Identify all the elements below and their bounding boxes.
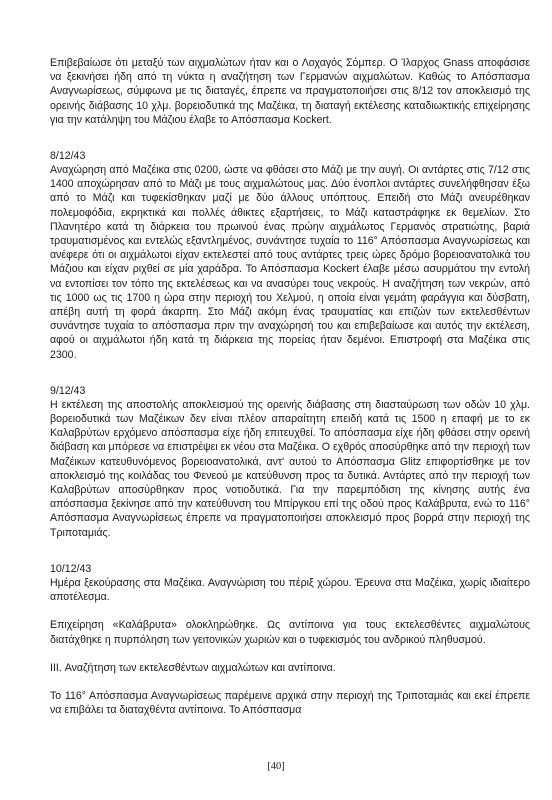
paragraph-9-12-43: Η εκτέλεση της αποστολής αποκλεισμού της ορεινής διάβασης στη διασταύρωση των οδών 10 χλμ. βορειοδυτικά των Μαζέικων δεν είναι πλέον απαραίτητη επειδή κατά τις 1500 η επαφή με το εκ Καλαβρύτων ερχόμενο απόσπασμα είχε ήδη επιτευχθεί. Το απόσπασμα είχε ήδη φθάσει στην ορεινή διάβαση και μπόρεσε να επιστρέψει εκ νέου στα Μαζέικα. Ο εχθρός αποσύρθηκε από την περιοχή των Μαζέικων κατευθυνόμενος βορειοανατολικά, αντ' αυτού το Απόσπασμα Glitz επιφορτίσθηκε με τον αποκλεισμό της κοιλάδας του Φενεού με κατεύθυνση προς τα δυτικά. Αντάρτες από την περιοχή των Καλαβρύτων αποσύρθηκαν προς νοτιοδυτικά. Για την παρεμπόδιση της κίνησης αυτής ένα απόσπασμα ξεκίνησε από την κατεύθυνση του Μπίργκου επί της οδού προς Καλάβρυτα, ενώ το 116° Απόσπασμα Αναγνωρίσεως έπρεπε να πραγματοποιήσει αποκλεισμό προς βορρά στην περιοχή της Τριποταμιάς. <box>50 398 530 539</box>
paragraph-8-12-43: Αναχώρηση από Μαζέικα στις 0200, ώστε να φθάσει στο Μάζι με την αυγή. Οι αντάρτες στις 7/12 στις 1400 αποχώρησαν από το Μάζι με τους αιχμαλώτους μας. Δύο ένοπλοι αντάρτες συνελήφθησαν έξω από το Μάζι και τυφεκίσθηκαν μαζί με δύο άλλους υπόπτους. Επειδή στο Μάζι ανευρέθηκαν πολεμοφόδια, εκρηκτικά και πολλές άθικτες εξαρτήσεις, το Μάζι καταστράφηκε εκ θεμελίων. Στο Πλανητέρο κατά τη διάρκεια του πρωινού ένας πρώην αιχμάλωτος Γερμανός στρατιώτης, βαριά τραυματισμένος και εντελώς εξαντλημένος, συνάντησε τυχαία το 116° Απόσπασμα Αναγνωρίσεως και ανέφερε ότι οι αιχμάλωτοι είχαν εκτελεστεί από τους αντάρτες τρεις ώρες δρόμο βορειοανατολικά του Μάζιου και είχαν ριχθεί σε μία χαράδρα. Το Απόσπασμα Kockert έλαβε μέσω ασυρμάτου την εντολή να εντοπίσει τον τόπο της εκτελέσεως και να ανασύρει τους νεκρούς. Η αναζήτηση των νεκρών, από τις 1000 ως τις 1700 η ώρα στην περιοχή του Χελμού, η οποία είναι γεμάτη φαράγγια και δύσβατη, απέβη αυτή τη φορά άκαρπη. Στο Μάζι ακόμη ένας τραυματίας και επιζών των εκτελεσθέντων συνάντησε τυχαία το απόσπασμα πριν την αναχώρησή του και επιβεβαίωσε και αυτός την εκτέλεση, αφού οι αιχμάλωτοι ήδη κατά τη διάρκεια της πορείας ήταν δεμένοι. Επιστροφή στα Μαζέικα στις 2300. <box>50 164 530 361</box>
date-heading-10-12-43: 10/12/43 <box>50 562 92 575</box>
date-heading-8-12-43: 8/12/43 <box>50 150 86 163</box>
page-number: [40] <box>267 761 285 772</box>
paragraph-section-iii: Το 116° Απόσπασμα Αναγνωρίσεως παρέμεινε αρχικά στην περιοχή της Τριποταμιάς και εκεί έπρεπε να επιβάλει τα διαταχθέντα αντίποινα. Το Απόσπασμα <box>50 689 530 717</box>
paragraph-intro: Επιβεβαίωσε ότι μεταξύ των αιχμαλώτων ήταν και ο Λοχαγός Σόμπερ. Ο Ίλαρχος Gnass αποφάσισε να ξεκινήσει ήδη από τη νύκτα η αναζήτηση των Γερμανών αιχμαλώτων. Καθώς το Απόσπασμα Αναγνωρίσεως, σύμφωνα με τις διαταγές, έπρεπε να πραγματοποιήσει στις 8/12 τον αποκλεισμό της ορεινής διάβασης 10 χλμ. βορειοδυτικά της Μαζέικα, τη διαταγή εκτέλεσης καταδιωκτικής επιχείρησης για την κατάληψη του Μάζιου έλαβε το Απόσπασμα Kockert. <box>50 57 530 126</box>
paragraph-operation-complete: Επιχείρηση «Καλάβρυτα» ολοκληρώθηκε. Ως αντίποινα για τους εκτελεσθέντες αιχμαλώτους διατάχθηκε η πυρπόληση των γειτονικών χωριών και ο τυφεκισμός του ανδρικού πληθυσμού. <box>50 619 530 646</box>
paragraph-10-12-43: Ημέρα ξεκούρασης στα Μαζέικα. Αναγνώριση του πέριξ χώρου. Έρευνα στα Μαζέικα, χωρίς ιδιαίτερο αποτέλεσμα. <box>50 576 530 604</box>
date-heading-9-12-43: 9/12/43 <box>50 384 86 397</box>
section-heading-iii: III. Αναζήτηση των εκτελεσθέντων αιχμαλώτων και αντίποινα. <box>50 661 336 674</box>
